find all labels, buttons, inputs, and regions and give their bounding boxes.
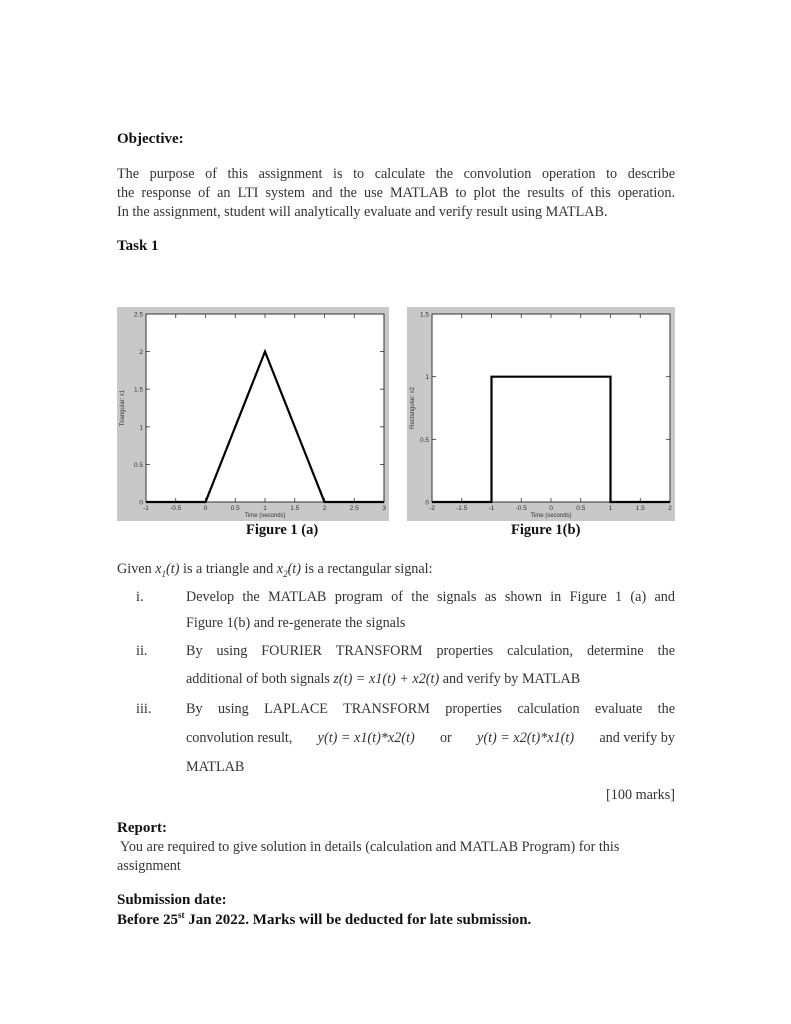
figure-1b-plot [407,307,675,521]
item-2-line-2 [186,670,580,690]
figure-1b-xtick-label: 0.5 [576,505,586,512]
item-3-line-1: By using LAPLACE TRANSFORM properties calculation evaluate the [186,701,675,717]
item-2-line-1: By using FOURIER TRANSFORM properties calculation, determine the [186,643,675,659]
figure-1b-xtick-label: 1 [608,505,613,512]
figure-1a-ytick-label: 0 [139,499,143,507]
item-2-line-2-pre: additional of both signals [186,671,330,687]
item-3-or: or [439,730,452,746]
figure-1b-plot-area [432,314,670,502]
objective-line-2: the response of an LTI system and the use MATLAB to plot the results of this operation. [117,185,675,201]
figure-1a-plot-area [146,314,384,502]
item-1-line-1: Develop the MATLAB program of the signals as shown in Figure 1 (a) and [186,589,675,605]
figure-1a-plot [117,307,389,521]
figure-1a-xtick-label: 1 [263,505,267,512]
given-suffix: is a rectangular signal: [304,561,433,577]
submission-date [117,910,531,929]
submission-before: Before 25 [117,912,178,928]
item-1-number: i. [136,589,144,605]
item-3-line-2-post: and verify by [599,730,675,746]
figure-1a-xtick-label: 2 [322,505,327,512]
item-1-line-2: Figure 1(b) and re-generate the signals [186,615,406,631]
figure-1b-ytick-label: 0 [425,499,429,507]
submission-after: Jan 2022. Marks will be deducted for late submission. [184,912,532,928]
figure-1a-ylabel: Triangular: x1 [120,389,126,427]
figure-1a-ytick-label: 1.5 [133,386,143,394]
figure-1a-ytick-label: 0.5 [133,461,143,469]
x2-argument: (t) [287,561,301,577]
item-2-equation: z(t) = x1(t) + x2(t) [333,671,440,687]
given-mid: is a triangle and [183,561,274,577]
figure-1a-xtick-label: -1 [143,505,149,512]
figure-1b-xtick-label: -2 [429,505,435,512]
item-2-line-2-post: and verify by MATLAB [442,671,581,687]
figure-1b-xtick-label: 2 [668,505,672,512]
item-3-line-2 [186,729,675,749]
figure-1a-ytick-label: 2 [139,349,143,357]
figure-1a-caption: Figure 1 (a) [246,522,319,538]
given-line [117,560,433,584]
item-2-number: ii. [136,643,148,659]
item-3-number: iii. [136,701,152,717]
report-line-1: You are required to give solution in details (calculation and MATLAB Program) for this [120,839,620,855]
figure-1a-ytick-label: 1 [139,424,143,432]
item-3-equation-2: y(t) = x2(t)*x1(t) [477,730,575,746]
task-heading: Task 1 [117,238,159,254]
figure-1a-xtick-label: 0 [203,505,208,512]
figure-1a-xtick-label: 1.5 [290,505,300,512]
marks: [100 marks] [606,787,675,803]
x1-symbol: x [155,561,162,577]
submission-sup: st [177,910,185,920]
figure-1a-ytick-label: 2.5 [133,311,143,319]
objective-heading: Objective: [117,131,184,147]
figure-1b-caption: Figure 1(b) [511,522,581,538]
x2-subscript: 2 [283,568,288,579]
item-3-line-3: MATLAB [186,759,245,775]
figure-1a-xtick-label: 2.5 [349,505,359,512]
item-3-equation-1: y(t) = x1(t)*x2(t) [317,730,415,746]
report-line-2: assignment [117,858,181,874]
figure-1b-ytick-label: 1.5 [419,311,429,319]
report-heading: Report: [117,820,167,836]
given-x1 [155,561,179,577]
figure-1b-ytick-label: 1 [425,374,429,382]
submission-heading: Submission date: [117,892,227,908]
figure-1b-xtick-label: 0 [549,505,553,512]
figure-1a [117,307,389,521]
figure-1b-xtick-label: 1.5 [635,505,645,512]
figure-1a-xtick-label: -0.5 [170,505,182,512]
figure-1b-xtick-label: -1.5 [456,505,468,512]
objective-line-1: The purpose of this assignment is to calculate the convolution operation to describe [117,166,675,182]
figure-1b-ytick-label: 0.5 [419,436,429,444]
x1-subscript: 1 [161,568,167,579]
figure-1b [407,307,675,521]
figure-1a-xtick-label: 3 [382,505,386,512]
figure-1a-xlabel: Time (seconds) [244,513,286,519]
x1-argument: (t) [166,561,180,577]
objective-line-3: In the assignment, student will analytically evaluate and verify result using MATLAB. [117,204,608,220]
given-x2 [277,561,301,577]
figure-1b-xtick-label: -0.5 [515,505,527,512]
figure-1b-xtick-label: -1 [488,505,495,512]
x2-symbol: x [276,561,284,577]
figure-1a-xtick-label: 0.5 [230,505,240,512]
given-prefix: Given [117,561,152,577]
figure-1b-ylabel: Rectangular: x2 [410,386,416,430]
figure-1b-xlabel: Time (seconds) [530,513,572,519]
item-3-line-2-pre: convolution result, [186,730,293,746]
